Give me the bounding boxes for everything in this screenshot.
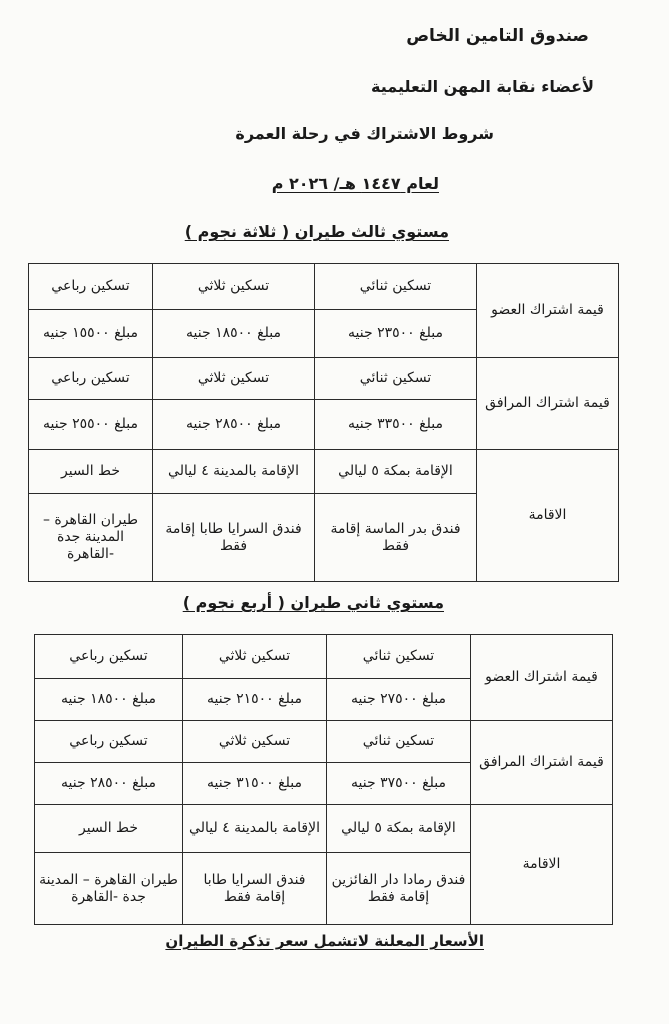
companion-fee-label: قيمة اشتراك المرافق bbox=[477, 358, 619, 450]
member-triple: تسكين ثلاثي bbox=[183, 635, 327, 679]
hotel-makkah: فندق رمادا دار الفائزين إقامة فقط bbox=[327, 853, 471, 925]
companion-double: تسكين ثنائي bbox=[327, 721, 471, 763]
companion-triple-price: مبلغ ٣١٥٠٠ جنيه bbox=[183, 763, 327, 805]
member-double: تسكين ثنائي bbox=[315, 264, 477, 310]
route-label: خط السير bbox=[35, 805, 183, 853]
accommodation-label: الاقامة bbox=[471, 805, 613, 925]
member-triple: تسكين ثلاثي bbox=[153, 264, 315, 310]
document-year: لعام ١٤٤٧ هـ/ ٢٠٢٦ م bbox=[271, 174, 439, 193]
flight-route: طيران القاهرة – المدينة جدة -القاهرة bbox=[35, 853, 183, 925]
stay-makkah: الإقامة بمكة ٥ ليالي bbox=[315, 450, 477, 494]
flight-route: طيران القاهرة – المدينة جدة -القاهرة bbox=[29, 494, 153, 582]
fund-name: صندوق التامين الخاص bbox=[406, 26, 589, 46]
companion-quad: تسكين رباعي bbox=[29, 358, 153, 400]
companion-fee-label: قيمة اشتراك المرافق bbox=[471, 721, 613, 805]
document-title: شروط الاشتراك في رحلة العمرة bbox=[235, 124, 494, 143]
member-triple-price: مبلغ ٢١٥٠٠ جنيه bbox=[183, 679, 327, 721]
member-quad-price: مبلغ ١٥٥٠٠ جنيه bbox=[29, 310, 153, 358]
stay-madinah: الإقامة بالمدينة ٤ ليالي bbox=[183, 805, 327, 853]
member-fee-label: قيمة اشتراك العضو bbox=[477, 264, 619, 358]
member-double-price: مبلغ ٢٣٥٠٠ جنيه bbox=[315, 310, 477, 358]
route-label: خط السير bbox=[29, 450, 153, 494]
companion-double: تسكين ثنائي bbox=[315, 358, 477, 400]
companion-double-price: مبلغ ٣٧٥٠٠ جنيه bbox=[327, 763, 471, 805]
hotel-madinah: فندق السرايا طابا إقامة فقط bbox=[153, 494, 315, 582]
companion-double-price: مبلغ ٣٣٥٠٠ جنيه bbox=[315, 400, 477, 450]
member-fee-label: قيمة اشتراك العضو bbox=[471, 635, 613, 721]
footer-note: الأسعار المعلنة لاتشمل سعر تذكرة الطيران bbox=[165, 932, 484, 950]
hotel-makkah: فندق بدر الماسة إقامة فقط bbox=[315, 494, 477, 582]
companion-quad-price: مبلغ ٢٨٥٠٠ جنيه bbox=[35, 763, 183, 805]
companion-quad: تسكين رباعي bbox=[35, 721, 183, 763]
member-triple-price: مبلغ ١٨٥٠٠ جنيه bbox=[153, 310, 315, 358]
hotel-madinah: فندق السرايا طابا إقامة فقط bbox=[183, 853, 327, 925]
member-quad: تسكين رباعي bbox=[35, 635, 183, 679]
companion-triple: تسكين ثلاثي bbox=[153, 358, 315, 400]
member-quad: تسكين رباعي bbox=[29, 264, 153, 310]
companion-triple-price: مبلغ ٢٨٥٠٠ جنيه bbox=[153, 400, 315, 450]
member-double: تسكين ثنائي bbox=[327, 635, 471, 679]
section2-table bbox=[34, 634, 613, 925]
stay-madinah: الإقامة بالمدينة ٤ ليالي bbox=[153, 450, 315, 494]
accommodation-label: الاقامة bbox=[477, 450, 619, 582]
section1-table bbox=[28, 263, 619, 582]
member-double-price: مبلغ ٢٧٥٠٠ جنيه bbox=[327, 679, 471, 721]
section1-heading: مستوي ثالث طيران ( ثلاثة نجوم ) bbox=[184, 222, 449, 241]
section2-heading: مستوي ثاني طيران ( أربع نجوم ) bbox=[182, 593, 444, 612]
stay-makkah: الإقامة بمكة ٥ ليالي bbox=[327, 805, 471, 853]
companion-triple: تسكين ثلاثي bbox=[183, 721, 327, 763]
companion-quad-price: مبلغ ٢٥٥٠٠ جنيه bbox=[29, 400, 153, 450]
member-quad-price: مبلغ ١٨٥٠٠ جنيه bbox=[35, 679, 183, 721]
union-name: لأعضاء نقابة المهن التعليمية bbox=[370, 77, 594, 96]
